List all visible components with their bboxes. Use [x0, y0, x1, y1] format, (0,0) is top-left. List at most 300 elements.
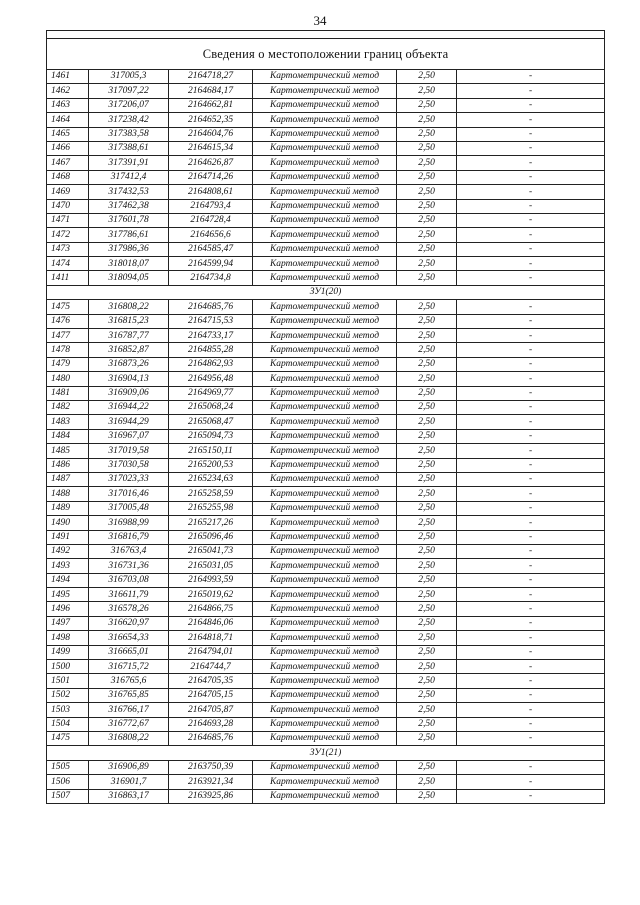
accuracy-cell: 2,50 [397, 357, 457, 371]
note-cell: - [457, 170, 605, 184]
method-cell: Картометрический метод [253, 544, 397, 558]
note-cell: - [457, 731, 605, 745]
note-cell: - [457, 185, 605, 199]
accuracy-cell: 2,50 [397, 415, 457, 429]
accuracy-cell: 2,50 [397, 602, 457, 616]
accuracy-cell: 2,50 [397, 731, 457, 745]
point-number-cell: 1493 [47, 559, 89, 573]
note-cell: - [457, 645, 605, 659]
method-cell: Картометрический метод [253, 487, 397, 501]
y-coordinate-cell: 2164793,4 [169, 199, 253, 213]
y-coordinate-cell: 2163750,39 [169, 760, 253, 774]
x-coordinate-cell: 317238,42 [89, 113, 169, 127]
point-number-cell: 1487 [47, 472, 89, 486]
note-cell: - [457, 300, 605, 314]
table-body [47, 31, 605, 804]
table-row [47, 300, 605, 314]
accuracy-cell: 2,50 [397, 228, 457, 242]
x-coordinate-cell: 317097,22 [89, 84, 169, 98]
method-cell: Картометрический метод [253, 329, 397, 343]
x-coordinate-cell: 316944,29 [89, 415, 169, 429]
method-cell: Картометрический метод [253, 257, 397, 271]
table-row [47, 530, 605, 544]
table-row [47, 472, 605, 486]
point-number-cell: 1461 [47, 70, 89, 84]
y-coordinate-cell: 2163921,34 [169, 775, 253, 789]
note-cell: - [457, 314, 605, 328]
note-cell: - [457, 458, 605, 472]
y-coordinate-cell: 2164734,8 [169, 271, 253, 285]
table-row [47, 228, 605, 242]
accuracy-cell: 2,50 [397, 631, 457, 645]
point-number-cell: 1469 [47, 185, 89, 199]
table-row [47, 775, 605, 789]
table-row [47, 271, 605, 285]
note-cell: - [457, 573, 605, 587]
y-coordinate-cell: 2165255,98 [169, 501, 253, 515]
page-number: 34 [313, 13, 327, 28]
point-number-cell: 1496 [47, 602, 89, 616]
method-cell: Картометрический метод [253, 127, 397, 141]
x-coordinate-cell: 316765,6 [89, 674, 169, 688]
y-coordinate-cell: 2164808,61 [169, 185, 253, 199]
method-cell: Картометрический метод [253, 156, 397, 170]
note-cell: - [457, 429, 605, 443]
table-row [47, 98, 605, 112]
accuracy-cell: 2,50 [397, 717, 457, 731]
table-row [47, 444, 605, 458]
accuracy-cell: 2,50 [397, 559, 457, 573]
table-row [47, 487, 605, 501]
note-cell: - [457, 674, 605, 688]
method-cell: Картометрический метод [253, 631, 397, 645]
x-coordinate-cell: 316904,13 [89, 372, 169, 386]
method-cell: Картометрический метод [253, 731, 397, 745]
method-cell: Картометрический метод [253, 70, 397, 84]
note-cell: - [457, 415, 605, 429]
point-number-cell: 1478 [47, 343, 89, 357]
point-number-cell: 1484 [47, 429, 89, 443]
accuracy-cell: 2,50 [397, 775, 457, 789]
y-coordinate-cell: 2164599,94 [169, 257, 253, 271]
table-row [47, 544, 605, 558]
point-number-cell: 1491 [47, 530, 89, 544]
accuracy-cell: 2,50 [397, 314, 457, 328]
accuracy-cell: 2,50 [397, 257, 457, 271]
x-coordinate-cell: 317206,07 [89, 98, 169, 112]
y-coordinate-cell: 2164604,76 [169, 127, 253, 141]
x-coordinate-cell: 317023,33 [89, 472, 169, 486]
y-coordinate-cell: 2164585,47 [169, 242, 253, 256]
accuracy-cell: 2,50 [397, 84, 457, 98]
note-cell: - [457, 400, 605, 414]
note-cell: - [457, 70, 605, 84]
method-cell: Картометрический метод [253, 645, 397, 659]
point-number-cell: 1464 [47, 113, 89, 127]
point-number-cell: 1499 [47, 645, 89, 659]
x-coordinate-cell: 316863,17 [89, 789, 169, 803]
accuracy-cell: 2,50 [397, 141, 457, 155]
method-cell: Картометрический метод [253, 228, 397, 242]
table-row [47, 343, 605, 357]
point-number-cell: 1477 [47, 329, 89, 343]
table-row [47, 602, 605, 616]
accuracy-cell: 2,50 [397, 329, 457, 343]
method-cell: Картометрический метод [253, 84, 397, 98]
section-label: ЗУ1(21) [47, 746, 605, 760]
accuracy-cell: 2,50 [397, 674, 457, 688]
y-coordinate-cell: 2164728,4 [169, 213, 253, 227]
x-coordinate-cell: 316731,36 [89, 559, 169, 573]
accuracy-cell: 2,50 [397, 458, 457, 472]
note-cell: - [457, 775, 605, 789]
method-cell: Картометрический метод [253, 660, 397, 674]
x-coordinate-cell: 316988,99 [89, 516, 169, 530]
y-coordinate-cell: 2165041,73 [169, 544, 253, 558]
note-cell: - [457, 472, 605, 486]
method-cell: Картометрический метод [253, 573, 397, 587]
accuracy-cell: 2,50 [397, 372, 457, 386]
method-cell: Картометрический метод [253, 501, 397, 515]
table-row [47, 703, 605, 717]
table-row [47, 257, 605, 271]
method-cell: Картометрический метод [253, 372, 397, 386]
accuracy-cell: 2,50 [397, 645, 457, 659]
y-coordinate-cell: 2164818,71 [169, 631, 253, 645]
table-row [47, 127, 605, 141]
y-coordinate-cell: 2165200,53 [169, 458, 253, 472]
x-coordinate-cell: 318094,05 [89, 271, 169, 285]
accuracy-cell: 2,50 [397, 271, 457, 285]
note-cell: - [457, 98, 605, 112]
table-top-border-row [47, 31, 605, 39]
y-coordinate-cell: 2164656,6 [169, 228, 253, 242]
method-cell: Картометрический метод [253, 400, 397, 414]
point-number-cell: 1474 [47, 257, 89, 271]
accuracy-cell: 2,50 [397, 242, 457, 256]
method-cell: Картометрический метод [253, 688, 397, 702]
method-cell: Картометрический метод [253, 703, 397, 717]
table-row [47, 559, 605, 573]
point-number-cell: 1473 [47, 242, 89, 256]
y-coordinate-cell: 2164744,7 [169, 660, 253, 674]
accuracy-cell: 2,50 [397, 688, 457, 702]
table-row [47, 760, 605, 774]
method-cell: Картометрический метод [253, 674, 397, 688]
x-coordinate-cell: 316944,22 [89, 400, 169, 414]
method-cell: Картометрический метод [253, 616, 397, 630]
coordinates-sheet [46, 30, 604, 804]
method-cell: Картометрический метод [253, 185, 397, 199]
point-number-cell: 1462 [47, 84, 89, 98]
x-coordinate-cell: 316909,06 [89, 386, 169, 400]
note-cell: - [457, 703, 605, 717]
point-number-cell: 1502 [47, 688, 89, 702]
table-row [47, 400, 605, 414]
point-number-cell: 1494 [47, 573, 89, 587]
point-number-cell: 1505 [47, 760, 89, 774]
point-number-cell: 1485 [47, 444, 89, 458]
note-cell: - [457, 616, 605, 630]
method-cell: Картометрический метод [253, 458, 397, 472]
note-cell: - [457, 530, 605, 544]
table-row [47, 789, 605, 803]
point-number-cell: 1490 [47, 516, 89, 530]
y-coordinate-cell: 2164718,27 [169, 70, 253, 84]
method-cell: Картометрический метод [253, 141, 397, 155]
y-coordinate-cell: 2165096,46 [169, 530, 253, 544]
y-coordinate-cell: 2165234,63 [169, 472, 253, 486]
accuracy-cell: 2,50 [397, 487, 457, 501]
point-number-cell: 1467 [47, 156, 89, 170]
accuracy-cell: 2,50 [397, 789, 457, 803]
point-number-cell: 1503 [47, 703, 89, 717]
table-row [47, 501, 605, 515]
method-cell: Картометрический метод [253, 213, 397, 227]
accuracy-cell: 2,50 [397, 544, 457, 558]
x-coordinate-cell: 316967,07 [89, 429, 169, 443]
point-number-cell: 1497 [47, 616, 89, 630]
point-number-cell: 1483 [47, 415, 89, 429]
table-row [47, 199, 605, 213]
point-number-cell: 1466 [47, 141, 89, 155]
method-cell: Картометрический метод [253, 472, 397, 486]
y-coordinate-cell: 2164693,28 [169, 717, 253, 731]
x-coordinate-cell: 317016,46 [89, 487, 169, 501]
method-cell: Картометрический метод [253, 199, 397, 213]
x-coordinate-cell: 316852,87 [89, 343, 169, 357]
y-coordinate-cell: 2165068,24 [169, 400, 253, 414]
section-header-row [47, 285, 605, 299]
y-coordinate-cell: 2165019,62 [169, 588, 253, 602]
table-row [47, 113, 605, 127]
table-row [47, 84, 605, 98]
x-coordinate-cell: 316816,79 [89, 530, 169, 544]
note-cell: - [457, 156, 605, 170]
x-coordinate-cell: 316901,7 [89, 775, 169, 789]
point-number-cell: 1495 [47, 588, 89, 602]
x-coordinate-cell: 316665,01 [89, 645, 169, 659]
table-row [47, 573, 605, 587]
point-number-cell: 1411 [47, 271, 89, 285]
accuracy-cell: 2,50 [397, 760, 457, 774]
method-cell: Картометрический метод [253, 530, 397, 544]
note-cell: - [457, 631, 605, 645]
note-cell: - [457, 444, 605, 458]
x-coordinate-cell: 317388,61 [89, 141, 169, 155]
y-coordinate-cell: 2164993,59 [169, 573, 253, 587]
note-cell: - [457, 329, 605, 343]
y-coordinate-cell: 2165258,59 [169, 487, 253, 501]
note-cell: - [457, 372, 605, 386]
y-coordinate-cell: 2165094,73 [169, 429, 253, 443]
accuracy-cell: 2,50 [397, 444, 457, 458]
note-cell: - [457, 717, 605, 731]
point-number-cell: 1492 [47, 544, 89, 558]
table-row [47, 386, 605, 400]
accuracy-cell: 2,50 [397, 530, 457, 544]
y-coordinate-cell: 2164969,77 [169, 386, 253, 400]
x-coordinate-cell: 317412,4 [89, 170, 169, 184]
accuracy-cell: 2,50 [397, 185, 457, 199]
note-cell: - [457, 357, 605, 371]
point-number-cell: 1507 [47, 789, 89, 803]
table-row [47, 70, 605, 84]
method-cell: Картометрический метод [253, 113, 397, 127]
y-coordinate-cell: 2164662,81 [169, 98, 253, 112]
table-row [47, 717, 605, 731]
y-coordinate-cell: 2164715,53 [169, 314, 253, 328]
x-coordinate-cell: 316620,97 [89, 616, 169, 630]
note-cell: - [457, 559, 605, 573]
method-cell: Картометрический метод [253, 775, 397, 789]
y-coordinate-cell: 2164733,17 [169, 329, 253, 343]
accuracy-cell: 2,50 [397, 573, 457, 587]
point-number-cell: 1463 [47, 98, 89, 112]
method-cell: Картометрический метод [253, 760, 397, 774]
x-coordinate-cell: 317005,48 [89, 501, 169, 515]
point-number-cell: 1479 [47, 357, 89, 371]
method-cell: Картометрический метод [253, 343, 397, 357]
y-coordinate-cell: 2164705,35 [169, 674, 253, 688]
note-cell: - [457, 343, 605, 357]
y-coordinate-cell: 2164714,26 [169, 170, 253, 184]
point-number-cell: 1489 [47, 501, 89, 515]
table-row [47, 156, 605, 170]
table-row [47, 674, 605, 688]
point-number-cell: 1486 [47, 458, 89, 472]
method-cell: Картометрический метод [253, 170, 397, 184]
x-coordinate-cell: 317030,58 [89, 458, 169, 472]
x-coordinate-cell: 316578,26 [89, 602, 169, 616]
accuracy-cell: 2,50 [397, 501, 457, 515]
y-coordinate-cell: 2164685,76 [169, 731, 253, 745]
table-row [47, 588, 605, 602]
table-row [47, 731, 605, 745]
accuracy-cell: 2,50 [397, 516, 457, 530]
method-cell: Картометрический метод [253, 300, 397, 314]
point-number-cell: 1500 [47, 660, 89, 674]
table-title: Сведения о местоположении границ объекта [47, 39, 605, 70]
method-cell: Картометрический метод [253, 444, 397, 458]
method-cell: Картометрический метод [253, 429, 397, 443]
note-cell: - [457, 113, 605, 127]
accuracy-cell: 2,50 [397, 386, 457, 400]
note-cell: - [457, 386, 605, 400]
method-cell: Картометрический метод [253, 415, 397, 429]
note-cell: - [457, 257, 605, 271]
point-number-cell: 1465 [47, 127, 89, 141]
note-cell: - [457, 501, 605, 515]
table-row [47, 458, 605, 472]
accuracy-cell: 2,50 [397, 127, 457, 141]
method-cell: Картометрический метод [253, 357, 397, 371]
x-coordinate-cell: 317383,58 [89, 127, 169, 141]
note-cell: - [457, 84, 605, 98]
y-coordinate-cell: 2164705,15 [169, 688, 253, 702]
table-row [47, 645, 605, 659]
note-cell: - [457, 127, 605, 141]
method-cell: Картометрический метод [253, 516, 397, 530]
accuracy-cell: 2,50 [397, 98, 457, 112]
x-coordinate-cell: 317786,61 [89, 228, 169, 242]
x-coordinate-cell: 317391,91 [89, 156, 169, 170]
accuracy-cell: 2,50 [397, 660, 457, 674]
table-row [47, 141, 605, 155]
x-coordinate-cell: 317432,53 [89, 185, 169, 199]
accuracy-cell: 2,50 [397, 400, 457, 414]
y-coordinate-cell: 2163925,86 [169, 789, 253, 803]
point-number-cell: 1468 [47, 170, 89, 184]
table-row [47, 185, 605, 199]
y-coordinate-cell: 2165217,26 [169, 516, 253, 530]
x-coordinate-cell: 318018,07 [89, 257, 169, 271]
note-cell: - [457, 487, 605, 501]
x-coordinate-cell: 316772,67 [89, 717, 169, 731]
table-row [47, 314, 605, 328]
x-coordinate-cell: 316703,08 [89, 573, 169, 587]
y-coordinate-cell: 2164866,75 [169, 602, 253, 616]
y-coordinate-cell: 2164684,17 [169, 84, 253, 98]
y-coordinate-cell: 2164615,34 [169, 141, 253, 155]
accuracy-cell: 2,50 [397, 300, 457, 314]
table-row [47, 516, 605, 530]
x-coordinate-cell: 316815,23 [89, 314, 169, 328]
x-coordinate-cell: 317462,38 [89, 199, 169, 213]
table-row [47, 242, 605, 256]
point-number-cell: 1482 [47, 400, 89, 414]
point-number-cell: 1481 [47, 386, 89, 400]
point-number-cell: 1471 [47, 213, 89, 227]
x-coordinate-cell: 317986,36 [89, 242, 169, 256]
accuracy-cell: 2,50 [397, 199, 457, 213]
point-number-cell: 1476 [47, 314, 89, 328]
note-cell: - [457, 602, 605, 616]
y-coordinate-cell: 2164862,93 [169, 357, 253, 371]
y-coordinate-cell: 2164652,35 [169, 113, 253, 127]
table-row [47, 170, 605, 184]
x-coordinate-cell: 316763,4 [89, 544, 169, 558]
accuracy-cell: 2,50 [397, 170, 457, 184]
note-cell: - [457, 516, 605, 530]
table-row [47, 357, 605, 371]
point-number-cell: 1480 [47, 372, 89, 386]
x-coordinate-cell: 316654,33 [89, 631, 169, 645]
x-coordinate-cell: 316611,79 [89, 588, 169, 602]
point-number-cell: 1504 [47, 717, 89, 731]
x-coordinate-cell: 316715,72 [89, 660, 169, 674]
note-cell: - [457, 760, 605, 774]
accuracy-cell: 2,50 [397, 343, 457, 357]
accuracy-cell: 2,50 [397, 70, 457, 84]
point-number-cell: 1472 [47, 228, 89, 242]
x-coordinate-cell: 317005,3 [89, 70, 169, 84]
method-cell: Картометрический метод [253, 98, 397, 112]
y-coordinate-cell: 2165031,05 [169, 559, 253, 573]
note-cell: - [457, 588, 605, 602]
method-cell: Картометрический метод [253, 242, 397, 256]
section-label: ЗУ1(20) [47, 285, 605, 299]
x-coordinate-cell: 316873,26 [89, 357, 169, 371]
section-header-row [47, 746, 605, 760]
method-cell: Картометрический метод [253, 559, 397, 573]
note-cell: - [457, 544, 605, 558]
accuracy-cell: 2,50 [397, 213, 457, 227]
point-number-cell: 1498 [47, 631, 89, 645]
note-cell: - [457, 688, 605, 702]
point-number-cell: 1501 [47, 674, 89, 688]
y-coordinate-cell: 2165150,11 [169, 444, 253, 458]
